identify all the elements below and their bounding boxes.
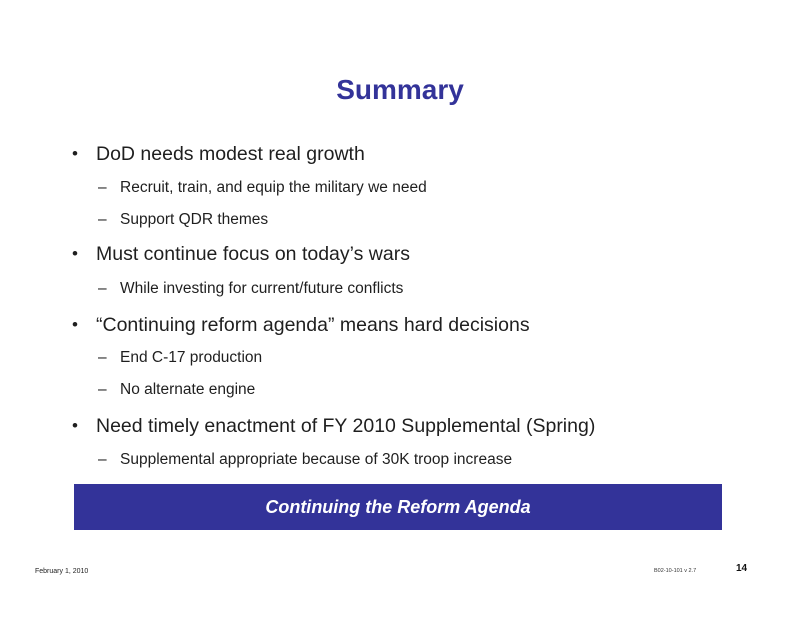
bullet-text: Need timely enactment of FY 2010 Supplemental (Spring)	[96, 415, 596, 437]
bullet-marker: •	[72, 315, 78, 334]
slide-title: Summary	[336, 74, 464, 105]
page-number: 14	[736, 563, 748, 574]
bullet-text: Must continue focus on today’s wars	[96, 243, 410, 265]
reform-agenda-banner	[74, 484, 722, 530]
bullet-marker: •	[72, 144, 78, 163]
bullet-marker: •	[72, 416, 78, 435]
sub-bullet-text: While investing for current/future conflicts	[120, 280, 404, 297]
banner-text: Continuing the Reform Agenda	[265, 496, 531, 517]
dash-marker: –	[98, 211, 107, 228]
sub-bullet-text: Recruit, train, and equip the military we need	[120, 179, 427, 196]
dash-marker: –	[98, 381, 107, 398]
dash-marker: –	[98, 280, 107, 297]
footer-date: February 1, 2010	[35, 568, 89, 575]
sub-bullet-text: Support QDR themes	[120, 211, 269, 228]
sub-bullet-text: No alternate engine	[120, 381, 256, 398]
dash-marker: –	[98, 179, 107, 196]
dash-marker: –	[98, 349, 107, 366]
footer-document-code: B02-10-101 v 2.7	[654, 568, 697, 574]
bullet-marker: •	[72, 244, 78, 263]
dash-marker: –	[98, 451, 107, 468]
sub-bullet-text: Supplemental appropriate because of 30K troop increase	[120, 451, 513, 468]
bullet-text: “Continuing reform agenda” means hard decisions	[96, 314, 530, 336]
sub-bullet-text: End C-17 production	[120, 349, 263, 366]
bullet-text: DoD needs modest real growth	[96, 143, 365, 165]
